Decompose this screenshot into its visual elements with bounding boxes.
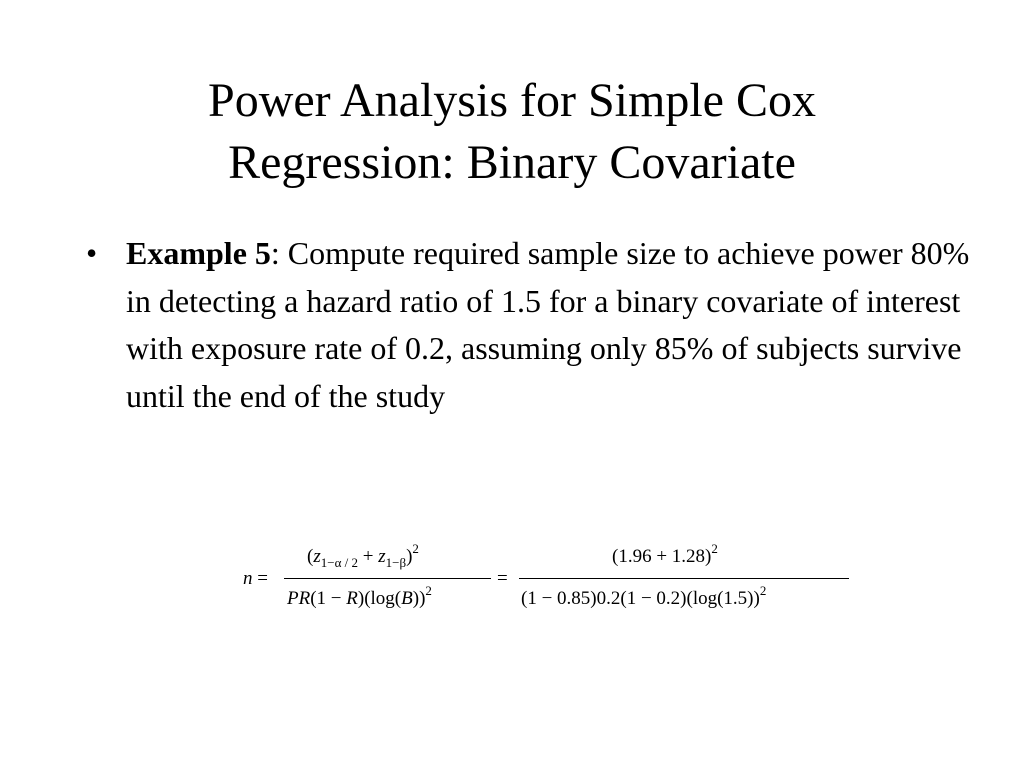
z-alpha-subscript: 1−α / 2 (320, 555, 358, 570)
fraction1-numerator: $(z_{1-\alpha / 2} + z_{1-\beta})^2$ (307, 541, 419, 570)
equation-lhs-var: n (243, 568, 253, 589)
equation-equals-2: = (497, 568, 508, 589)
slide-title-line2: Regression: Binary Covariate (228, 136, 796, 189)
equation-lhs (243, 568, 268, 590)
slide-title-line1: Power Analysis for Simple Cox (208, 74, 816, 127)
fraction2-denominator: $(1 - 0.85)0.2(1 - 0.2)(\log(1.5))^2$ (521, 583, 767, 609)
equation-equals-1: = (257, 568, 268, 589)
fraction1-bar (284, 578, 491, 579)
fraction2-bar (519, 578, 849, 579)
bullet-marker: • (86, 235, 98, 271)
example-description: : Compute required sample size to achieve power 80% in detecting a hazard ratio of 1.5 for a binary covariate of interest with exposure rate of 0.2, assuming only 85% of subjects survive until the end of the study (126, 235, 970, 414)
fraction1-denominator: $PR(1 - R)(\log(B))^2$ (287, 583, 432, 609)
example-label: Example 5 (126, 235, 271, 271)
z-beta-subscript: 1−β (385, 555, 407, 570)
bullet-text (126, 230, 996, 420)
slide-title (0, 70, 1024, 194)
fraction2-numerator: $(1.96 + 1.28)^2$ (612, 541, 718, 567)
